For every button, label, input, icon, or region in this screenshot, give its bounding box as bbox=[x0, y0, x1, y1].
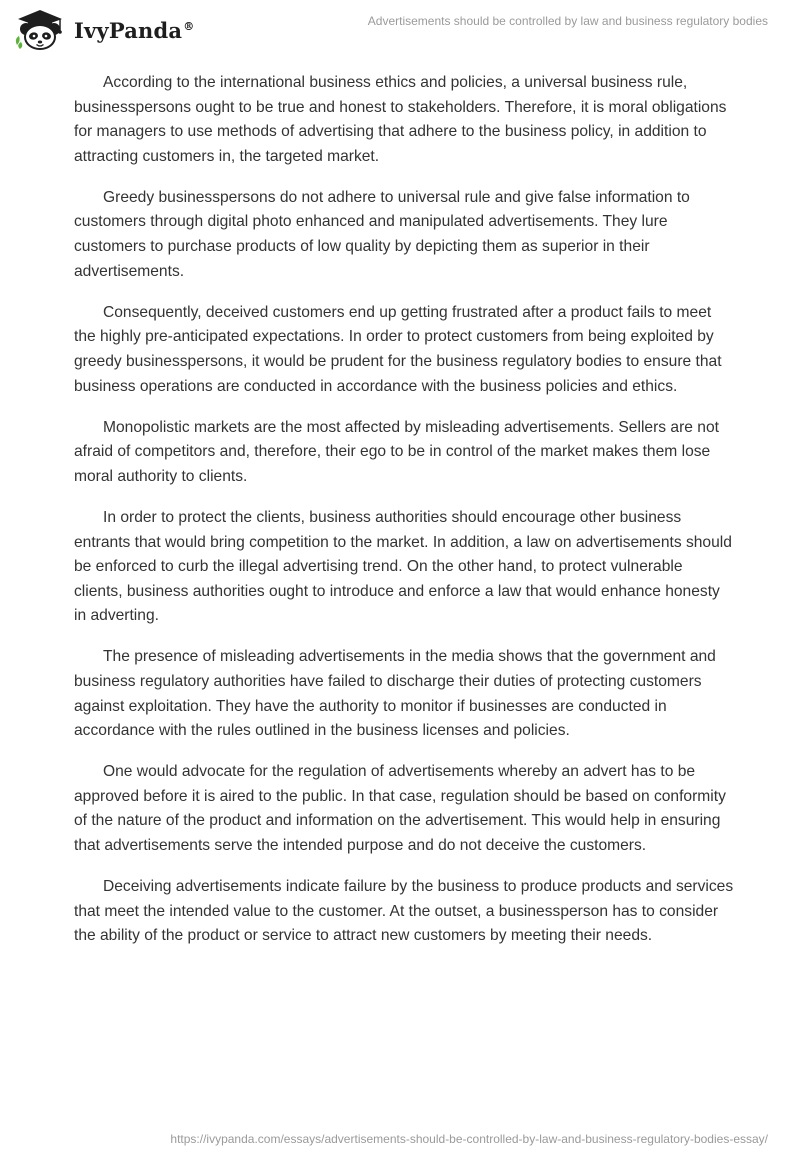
source-url[interactable]: https://ivypanda.com/essays/advertisements-should-be-controlled-by-law-and-business-regulatory-bodies-essay/ bbox=[170, 1132, 768, 1146]
logo-text bbox=[74, 18, 194, 43]
logo-wordmark: IvyPanda bbox=[74, 17, 183, 43]
paragraph: According to the international business ethics and policies, a universal business rule, businesspersons ought to be true and honest to stakeholders. Therefore, it is moral obligations for managers to use methods of advertising that adhere to the business policy, in addition to attracting customers in, the targeted market. bbox=[74, 74, 727, 165]
paragraph: In order to protect the clients, business authorities should encourage other business entrants that would bring competition to the market. In addition, a law on advertisements should be enforced to curb the illegal advertising trend. On the other hand, to protect vulnerable clients, business authorities ought to introduce and enforce a law that would enhance honesty in adverting. bbox=[74, 508, 732, 625]
paragraph: Greedy businesspersons do not adhere to universal rule and give false information to customers through digital photo enhanced and manipulated advertisements. They lure customers to purchase products of low quality by depicting them as superior in their advertisements. bbox=[74, 188, 690, 280]
paragraph: Monopolistic markets are the most affected by misleading advertisements. Sellers are not afraid of competitors and, therefore, their ego to be in control of the market makes them lose moral authority to clients. bbox=[74, 418, 719, 485]
logo[interactable] bbox=[12, 8, 194, 52]
page-header bbox=[0, 0, 800, 60]
paragraph: Consequently, deceived customers end up getting frustrated after a product fails to meet the highly pre-anticipated expectations. In order to protect customers from being exploited by greedy businesspersons, it would be prudent for the business regulatory bodies to ensure that business operations are conducted in accordance with the business policies and ethics. bbox=[74, 303, 722, 395]
paragraph: One would advocate for the regulation of advertisements whereby an advert has to be approved before it is aired to the public. In that case, regulation should be based on conformity of the nature of the product and information on the advertisement. This would help in ensuring that advertisements serve the intended purpose and do not deceive the customers. bbox=[74, 763, 726, 855]
document-title: Advertisements should be controlled by law and business regulatory bodies bbox=[367, 14, 768, 28]
paragraph: The presence of misleading advertisements in the media shows that the government and business regulatory authorities have failed to discharge their duties of protecting customers against exploitation. They have the authority to monitor if businesses are conducted in accordance with the rules outlined in the business licenses and policies. bbox=[74, 648, 716, 740]
panda-graduate-icon bbox=[12, 9, 68, 51]
registered-mark: ® bbox=[183, 19, 195, 33]
essay-body bbox=[74, 71, 734, 965]
paragraph: Deceiving advertisements indicate failure by the business to produce products and services that meet the intended value to the customer. At the outset, a businessperson has to consider the ability of the product or service to attract new customers by meeting their needs. bbox=[74, 878, 734, 945]
